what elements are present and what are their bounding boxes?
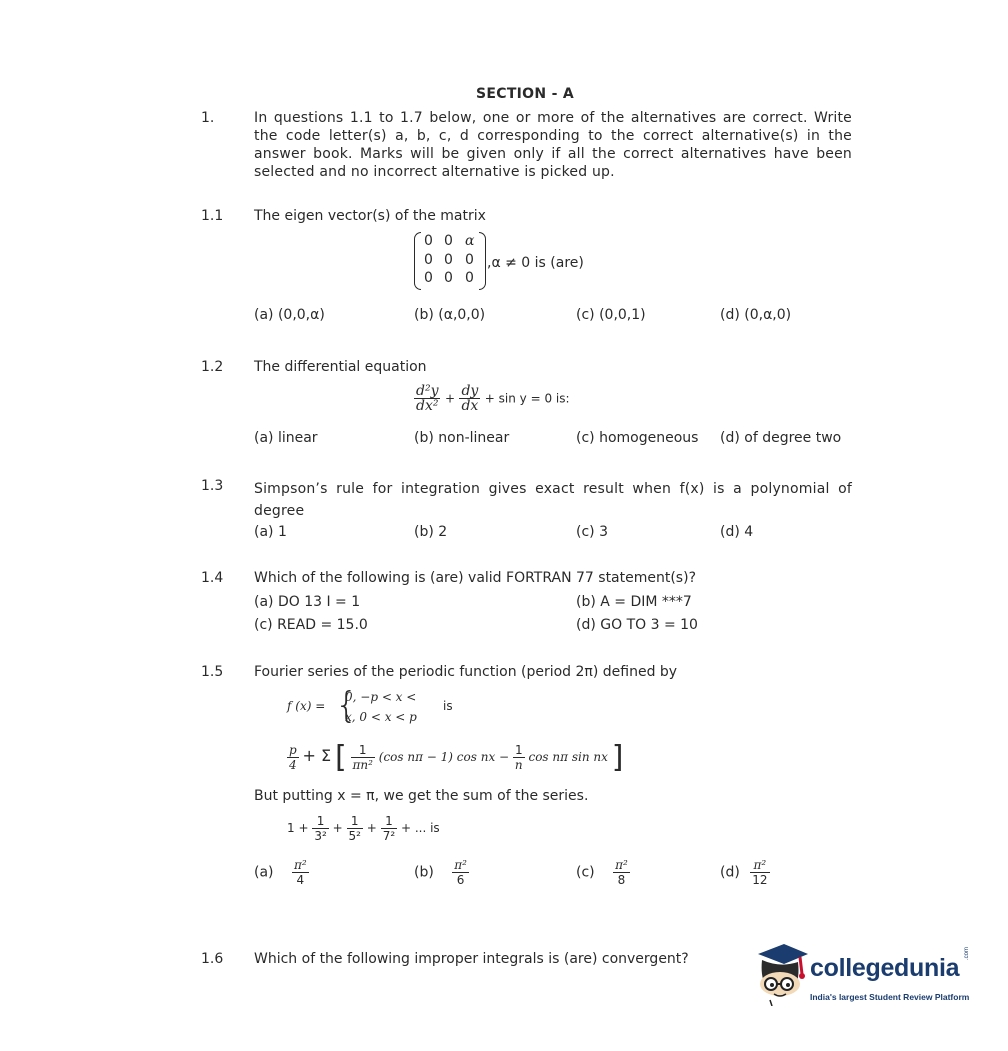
fraction: $\frac{\text{π²}}{12}$ xyxy=(752,858,768,887)
fraction: $\frac{\text{π²}}{6}$ xyxy=(454,858,467,887)
option-d: (d) of degree two xyxy=(720,430,842,446)
bracket-left-icon: [ xyxy=(334,740,347,775)
matrix-cell: 0 xyxy=(444,233,453,249)
case-1: 0, −p < x < xyxy=(345,690,417,704)
fraction: $\frac{1}{n}$ xyxy=(514,743,523,772)
matrix-cell: 0 xyxy=(424,270,433,286)
question-number: 1. xyxy=(201,110,215,126)
option-b: (b) $\frac{\text{π²}}{6}$ xyxy=(414,858,467,887)
fraction: $\frac{1}{\text{5²}}$ xyxy=(348,814,361,843)
mascot-icon xyxy=(750,940,812,1006)
question-text: Simpson’s rule for integration gives exact result when f(x) is a polynomial of degree xyxy=(254,481,852,519)
fraction: $\frac{\text{d²y}}{\text{dx²}}$ xyxy=(416,383,439,414)
question-text: Fourier series of the periodic function (period 2π) defined by xyxy=(254,664,678,680)
fraction: $\frac{\text{π²}}{4}$ xyxy=(293,858,307,887)
option-c: (c) READ = 15.0 xyxy=(254,617,368,633)
series-sum: 1 + $\frac{1}{\text{3²}}$ + $\frac{1}{\text{5²}}$ + $\frac{1}{\text{7²}}$ + ... is xyxy=(287,814,440,843)
matrix-bracket-left xyxy=(414,232,421,290)
question-text: The eigen vector(s) of the matrix xyxy=(254,208,486,224)
question-number: 1.3 xyxy=(201,478,224,494)
brace-icon: { xyxy=(335,685,358,726)
option-d: (d) GO TO 3 = 10 xyxy=(576,617,698,633)
matrix-cell: 0 xyxy=(465,270,474,286)
option-c: (c) (0,0,1) xyxy=(576,307,646,323)
fraction: $\frac{1}{\text{πn²}}$ xyxy=(352,743,373,772)
differential-equation: $\frac{\text{d²y}}{\text{dx²}}$ + $\frac{dy}{dx}$ + sin y = 0 is: xyxy=(416,383,570,414)
fraction: $\frac{1}{\text{7²}}$ xyxy=(382,814,396,843)
logo-tagline: India's largest Student Review Platform xyxy=(810,992,970,1002)
fraction: $\frac{p}{4}$ xyxy=(289,743,297,772)
putting-text: But putting x = π, we get the sum of the series. xyxy=(254,788,589,804)
option-b: (b) (α,0,0) xyxy=(414,307,486,323)
option-b: (b) 2 xyxy=(414,524,448,540)
matrix-cell: 0 xyxy=(444,270,453,286)
option-a: (a) $\frac{\text{π²}}{4}$ xyxy=(254,858,307,887)
option-b: (b) A = DIM ***7 xyxy=(576,594,692,610)
matrix xyxy=(414,232,486,290)
matrix-suffix: ,α ≠ 0 is (are) xyxy=(487,255,584,271)
option-a: (a) linear xyxy=(254,430,318,446)
fraction: $\frac{\text{π²}}{8}$ xyxy=(615,858,628,887)
option-d: (d) (0,α,0) xyxy=(720,307,792,323)
is-label: is xyxy=(443,699,453,713)
question-text: Which of the following improper integrals is (are) convergent? xyxy=(254,951,689,967)
section-title: SECTION - A xyxy=(476,86,574,102)
matrix-cell: 0 xyxy=(465,252,474,268)
logo-name: collegedunia xyxy=(810,954,960,982)
option-c: (c) 3 xyxy=(576,524,608,540)
fourier-series: $\frac{p}{4}$ + Σ [ $\frac{1}{\text{πn²}}$ (cos nπ − 1) cos nx − $\frac{1}{n}$ cos nπ sin nx ] xyxy=(289,740,624,775)
matrix-cell: 0 xyxy=(424,252,433,268)
option-a: (a) (0,0,α) xyxy=(254,307,325,323)
option-a: (a) DO 13 I = 1 xyxy=(254,594,361,610)
question-text: The differential equation xyxy=(254,359,427,375)
matrix-cell: 0 xyxy=(424,233,433,249)
option-d: (d) 4 xyxy=(720,524,754,540)
fx-label: f (x) = xyxy=(287,699,326,713)
question-number: 1.6 xyxy=(201,951,224,967)
option-c: (c) $\frac{\text{π²}}{8}$ xyxy=(576,858,628,887)
matrix-bracket-right xyxy=(479,232,486,290)
question-number: 1.2 xyxy=(201,359,224,375)
question-text: Which of the following is (are) valid FORTRAN 77 statement(s)? xyxy=(254,570,696,586)
instructions-text: In questions 1.1 to 1.7 below, one or more of the alternatives are correct. Write the code letter(s) a, b, c, d corresponding to the correct alternative(s) in the answer book. Marks will be given only if all the correct alternatives have been selected and no incorrect alternative is picked up. xyxy=(254,110,852,180)
fraction: $\frac{1}{\text{3²}}$ xyxy=(314,814,327,843)
question-number: 1.1 xyxy=(201,208,224,224)
fraction: $\frac{dy}{dx}$ xyxy=(461,383,479,414)
question-number: 1.4 xyxy=(201,570,224,586)
option-d: (d) $\frac{\text{π²}}{12}$ xyxy=(720,858,768,887)
option-a: (a) 1 xyxy=(254,524,287,540)
question-number: 1.5 xyxy=(201,664,224,680)
option-b: (b) non-linear xyxy=(414,430,510,446)
option-c: (c) homogeneous xyxy=(576,430,699,446)
matrix-cell: 0 xyxy=(444,252,453,268)
case-2: x, 0 < x < p xyxy=(345,710,417,724)
matrix-cell: α xyxy=(465,233,475,249)
collegedunia-logo xyxy=(748,940,978,1012)
logo-suffix: .com xyxy=(964,946,970,960)
bracket-right-icon: ] xyxy=(611,740,624,775)
